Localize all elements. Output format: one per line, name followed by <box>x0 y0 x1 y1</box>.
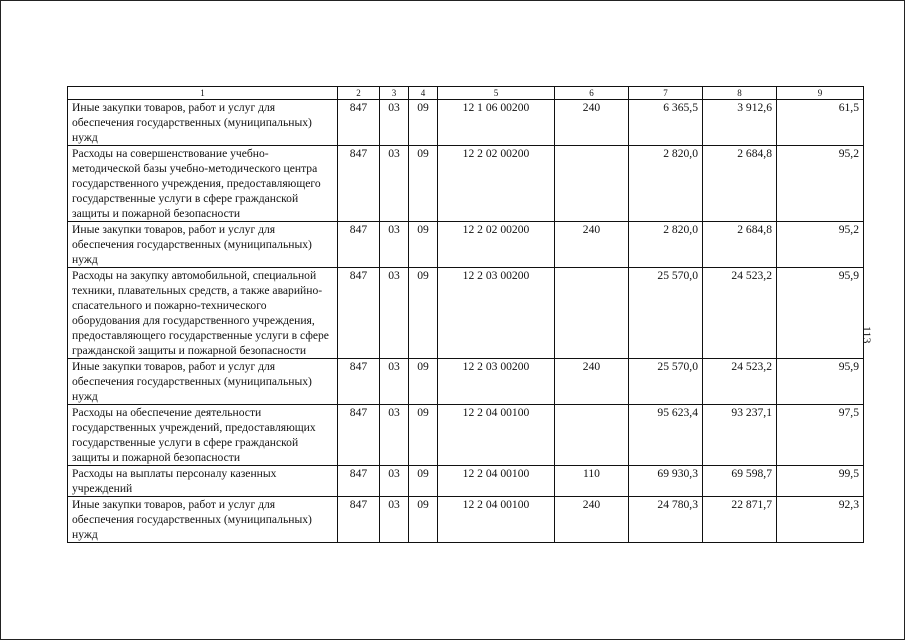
ministry-code: 847 <box>338 359 380 405</box>
expense-description: Расходы на совершенствование учебно-методической базы учебно-методического центра государственного учреждения, предоставляющего государственные услуги в сфере гражданской защиты и пожарной безопасности <box>68 146 338 222</box>
planned-amount: 24 780,3 <box>629 497 703 543</box>
section-code: 03 <box>380 222 409 268</box>
ministry-code: 847 <box>338 405 380 466</box>
column-header: 3 <box>380 87 409 100</box>
planned-amount: 2 820,0 <box>629 146 703 222</box>
expense-type-code: 240 <box>555 359 629 405</box>
column-number-row <box>68 87 864 100</box>
expense-description: Иные закупки товаров, работ и услуг для обеспечения государственных (муниципальных) нужд <box>68 222 338 268</box>
executed-amount: 3 912,6 <box>703 100 777 146</box>
planned-amount: 2 820,0 <box>629 222 703 268</box>
target-article-code: 12 2 03 00200 <box>438 268 555 359</box>
column-header: 7 <box>629 87 703 100</box>
column-header: 4 <box>409 87 438 100</box>
execution-percent: 92,3 <box>777 497 864 543</box>
expense-type-code <box>555 268 629 359</box>
expense-description: Расходы на обеспечение деятельности государственных учреждений, предоставляющих государственные услуги в сфере гражданской защиты и пожарной безопасности <box>68 405 338 466</box>
section-code: 03 <box>380 405 409 466</box>
section-code: 03 <box>380 359 409 405</box>
page-number: 113 <box>860 326 874 344</box>
expense-description: Расходы на закупку автомобильной, специальной техники, плавательных средств, а также аварийно-спасательного и пожарно-технического оборудования для государственного учреждения, предоставляющего государственные услуги в сфере гражданской защиты и пожарной безопасности <box>68 268 338 359</box>
planned-amount: 69 930,3 <box>629 466 703 497</box>
execution-percent: 95,9 <box>777 268 864 359</box>
section-code: 03 <box>380 466 409 497</box>
table-row <box>68 497 864 543</box>
execution-percent: 61,5 <box>777 100 864 146</box>
section-code: 03 <box>380 497 409 543</box>
expense-type-code: 240 <box>555 100 629 146</box>
subsection-code: 09 <box>409 405 438 466</box>
planned-amount: 25 570,0 <box>629 359 703 405</box>
planned-amount: 25 570,0 <box>629 268 703 359</box>
ministry-code: 847 <box>338 466 380 497</box>
target-article-code: 12 2 02 00200 <box>438 222 555 268</box>
expense-type-code <box>555 146 629 222</box>
table-row <box>68 405 864 466</box>
planned-amount: 95 623,4 <box>629 405 703 466</box>
column-header: 1 <box>68 87 338 100</box>
executed-amount: 69 598,7 <box>703 466 777 497</box>
column-header: 8 <box>703 87 777 100</box>
subsection-code: 09 <box>409 497 438 543</box>
execution-percent: 95,2 <box>777 146 864 222</box>
target-article-code: 12 1 06 00200 <box>438 100 555 146</box>
executed-amount: 93 237,1 <box>703 405 777 466</box>
executed-amount: 2 684,8 <box>703 146 777 222</box>
executed-amount: 24 523,2 <box>703 359 777 405</box>
table-row <box>68 146 864 222</box>
section-code: 03 <box>380 268 409 359</box>
target-article-code: 12 2 04 00100 <box>438 405 555 466</box>
table-row <box>68 222 864 268</box>
subsection-code: 09 <box>409 222 438 268</box>
budget-table <box>67 86 864 543</box>
ministry-code: 847 <box>338 100 380 146</box>
table-row <box>68 359 864 405</box>
expense-description: Иные закупки товаров, работ и услуг для обеспечения государственных (муниципальных) нужд <box>68 359 338 405</box>
expense-description: Иные закупки товаров, работ и услуг для обеспечения государственных (муниципальных) нужд <box>68 497 338 543</box>
expense-description: Расходы на выплаты персоналу казенных учреждений <box>68 466 338 497</box>
ministry-code: 847 <box>338 222 380 268</box>
column-header: 6 <box>555 87 629 100</box>
ministry-code: 847 <box>338 146 380 222</box>
executed-amount: 24 523,2 <box>703 268 777 359</box>
column-header: 9 <box>777 87 864 100</box>
expense-type-code: 240 <box>555 222 629 268</box>
expense-type-code: 110 <box>555 466 629 497</box>
column-header: 2 <box>338 87 380 100</box>
expense-description: Иные закупки товаров, работ и услуг для обеспечения государственных (муниципальных) нужд <box>68 100 338 146</box>
column-header: 5 <box>438 87 555 100</box>
subsection-code: 09 <box>409 146 438 222</box>
subsection-code: 09 <box>409 268 438 359</box>
planned-amount: 6 365,5 <box>629 100 703 146</box>
ministry-code: 847 <box>338 268 380 359</box>
execution-percent: 97,5 <box>777 405 864 466</box>
subsection-code: 09 <box>409 100 438 146</box>
target-article-code: 12 2 03 00200 <box>438 359 555 405</box>
target-article-code: 12 2 02 00200 <box>438 146 555 222</box>
executed-amount: 22 871,7 <box>703 497 777 543</box>
table-row <box>68 268 864 359</box>
expense-type-code <box>555 405 629 466</box>
subsection-code: 09 <box>409 466 438 497</box>
section-code: 03 <box>380 100 409 146</box>
execution-percent: 99,5 <box>777 466 864 497</box>
execution-percent: 95,9 <box>777 359 864 405</box>
table-row <box>68 100 864 146</box>
executed-amount: 2 684,8 <box>703 222 777 268</box>
execution-percent: 95,2 <box>777 222 864 268</box>
expense-type-code: 240 <box>555 497 629 543</box>
table-row <box>68 466 864 497</box>
section-code: 03 <box>380 146 409 222</box>
target-article-code: 12 2 04 00100 <box>438 497 555 543</box>
subsection-code: 09 <box>409 359 438 405</box>
target-article-code: 12 2 04 00100 <box>438 466 555 497</box>
ministry-code: 847 <box>338 497 380 543</box>
